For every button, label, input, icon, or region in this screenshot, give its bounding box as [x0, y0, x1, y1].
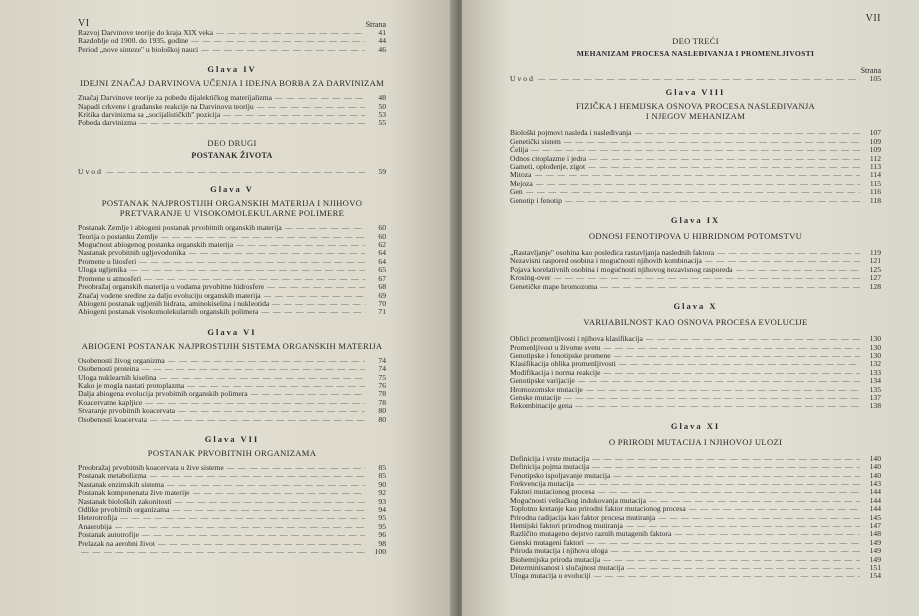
dot-leader — [267, 283, 365, 291]
toc-entry — [510, 138, 881, 146]
toc-entry — [78, 548, 386, 556]
toc-entry-page: 140 — [869, 470, 881, 480]
chapter-viii-title-2: I NJEGOV MEHANIZAM — [645, 111, 746, 122]
toc-entry-page: 69 — [378, 290, 386, 300]
left-page — [0, 0, 456, 616]
toc-entry-page: 118 — [869, 195, 881, 205]
toc-entry-title: Hromozomske mutacije — [510, 384, 583, 394]
toc-entry-title: Prelazak na aerobni život — [78, 538, 155, 548]
toc-entry-page: 114 — [869, 170, 881, 180]
toc-entry-title: Postanak autotrofije — [78, 530, 139, 540]
toc-entry-title: Genotipske varijacije — [510, 376, 575, 386]
dot-leader — [168, 357, 365, 365]
toc-entry-page: 147 — [869, 521, 881, 530]
toc-entry-page: 64 — [378, 248, 386, 258]
chapter-iv-title: IDEJNI ZNAČAJ DARVINOVA UČENJA I IDEJNA BORBA ZA DARVINIZAM — [79, 78, 385, 89]
toc-entry-page: 95 — [378, 513, 386, 523]
dot-leader — [589, 155, 860, 163]
toc-entry-page: 100 — [374, 547, 386, 557]
toc-entry-title: Kritika darvinizma sa „socijalističkih" pozicija — [78, 110, 221, 120]
dot-leader — [603, 556, 860, 564]
toc-entry-page: 76 — [378, 380, 386, 390]
toc-entry-page: 94 — [378, 505, 386, 514]
left-top-list — [78, 29, 386, 54]
toc-entry-page: 140 — [869, 462, 881, 472]
toc-entry-page: 48 — [378, 93, 386, 103]
chapter-x-label: Glava X — [673, 301, 718, 312]
chapter-vi-label: Glava VI — [207, 326, 257, 337]
toc-entry-title: Teorija o postanku Zemlje — [78, 231, 158, 241]
toc-entry-page: 144 — [869, 495, 881, 505]
toc-entry-page: 116 — [869, 187, 881, 197]
dot-leader — [142, 531, 365, 539]
toc-entry-title: Frekvencija mutacija — [510, 478, 574, 488]
toc-entry-title: Napadi crkvene i građanske reakcije na Darvinovu teoriju — [78, 101, 254, 111]
dot-leader — [614, 352, 860, 360]
toc-entry-page: 68 — [378, 282, 386, 292]
toc-entry-title: Promene u litosferi — [78, 256, 137, 266]
toc-entry-title: Modifikacija i norma reakcije — [510, 367, 601, 377]
toc-entry-page: 78 — [378, 389, 386, 399]
toc-entry — [510, 386, 881, 394]
chapter-ix-title: ODNOSI FENOTIPOVA U HIBRIDNOM POTOMSTVU — [588, 231, 803, 242]
dot-leader — [564, 394, 860, 402]
toc-entry-title: Pojava korelativnih osobina i mogućnosti njihovog nezavisnog rasporeda — [510, 264, 733, 274]
dot-leader — [191, 37, 365, 45]
chapter-iv-label: Glava IV — [207, 64, 257, 75]
toc-entry-page: 113 — [869, 162, 881, 172]
dot-leader — [261, 308, 365, 316]
dot-leader — [223, 111, 365, 119]
toc-entry-page: 60 — [378, 231, 386, 241]
dot-leader — [251, 390, 365, 398]
toc-entry — [78, 506, 386, 514]
strana-label: Strana — [860, 66, 881, 75]
chapter-v-list — [78, 224, 386, 316]
dot-leader — [285, 224, 365, 232]
dot-leader — [613, 472, 860, 480]
toc-entry-page: 145 — [869, 512, 881, 522]
toc-entry-page: 64 — [378, 256, 386, 266]
toc-entry-page: 149 — [869, 554, 881, 564]
toc-entry — [78, 540, 386, 548]
toc-entry-page: 130 — [869, 342, 881, 352]
dot-leader — [586, 386, 860, 394]
chapter-xi-label: Glava XI — [670, 420, 721, 431]
toc-entry-page: 135 — [869, 384, 881, 394]
dot-leader — [189, 249, 365, 257]
toc-entry-page: 132 — [869, 359, 881, 369]
toc-entry-title: Period „nove sinteze" u biološkoj nauci — [78, 44, 199, 54]
dot-leader — [603, 344, 860, 352]
toc-entry-page: 148 — [869, 529, 881, 539]
toc-entry-page: 138 — [869, 401, 881, 411]
toc-entry-title: Mogućnosti veštačkog indukovanja mutacija — [510, 495, 647, 505]
toc-entry-title: Abiogeni postanak visokomolekularnih organskih polimera — [78, 307, 259, 317]
left-header — [78, 0, 386, 29]
toc-entry-page: 115 — [869, 178, 881, 188]
toc-entry-page: 140 — [869, 453, 881, 463]
intro-entry: Uvod — — — 105 — [510, 75, 881, 83]
chapter-vii-list — [78, 464, 386, 556]
toc-entry — [78, 416, 386, 424]
toc-entry-page: 133 — [869, 367, 881, 377]
toc-entry-title: Gameti, oplođenje, zigot — [510, 162, 586, 172]
toc-entry-page: 41 — [378, 28, 386, 37]
toc-entry-page: 137 — [869, 392, 881, 402]
dot-leader — [81, 548, 365, 556]
toc-entry-title: Gen — [510, 187, 523, 197]
toc-entry-page: 85 — [378, 462, 386, 472]
toc-entry-page: 80 — [378, 414, 386, 424]
toc-entry-title: Krosing-over — [510, 273, 551, 283]
toc-entry-title: Različito mutageno dejstvo raznih mutagenih faktora — [510, 529, 672, 539]
dot-leader — [130, 266, 365, 274]
toc-entry-page: 119 — [869, 248, 881, 258]
toc-entry — [78, 119, 386, 127]
dot-leader — [159, 374, 365, 382]
toc-entry-title: Uloga mutacija u evoluciji — [510, 571, 591, 581]
right-header — [510, 0, 881, 26]
dot-leader — [564, 138, 860, 146]
dot-leader — [142, 365, 365, 373]
toc-entry-title: Biohemijska priroda mutacija — [510, 554, 601, 564]
toc-entry-page: 144 — [869, 504, 881, 514]
toc-entry-title: Odnos citoplazme i jedra — [510, 153, 587, 163]
toc-entry-page: 125 — [869, 264, 881, 274]
dot-leader — [592, 455, 860, 463]
toc-entry — [510, 163, 881, 171]
toc-entry-page: 78 — [378, 397, 386, 407]
toc-entry — [510, 129, 881, 137]
chapter-v-title-1: POSTANAK NAJPROSTIJIH ORGANSKIH MATERIJA I NJIHOVO — [101, 198, 363, 209]
dot-leader — [172, 506, 365, 514]
toc-entry-page: 74 — [378, 364, 386, 374]
dot-leader — [236, 241, 365, 249]
dot-leader — [139, 258, 365, 266]
toc-entry-title: Stvaranje prvobitnih koacervata — [78, 406, 175, 416]
toc-entry-title: Značaj Darvinove teorije za pobedu dijalektičkog materijalizma — [78, 93, 272, 103]
toc-entry-title: Koacervatne kapljice — [78, 397, 143, 407]
dot-leader — [565, 197, 860, 205]
toc-entry-title: Nezavisni raspored osobina i mogućnosti njihovih kombinacija — [510, 256, 702, 266]
toc-entry-title: Odlike prvobitnih organizama — [78, 505, 170, 514]
dot-leader — [275, 94, 365, 102]
toc-entry-page: 60 — [378, 223, 386, 233]
toc-entry-page: 107 — [869, 128, 881, 138]
chapter-ix-list — [510, 249, 881, 291]
toc-entry-page: 144 — [869, 487, 881, 497]
part-three-title: MEHANIZAM PROCESA NASLEĐIVANJA I PROMENLJIVOSTI — [576, 49, 815, 58]
toc-entry-title: Razdoblje od 1900. do 1935. godine — [78, 36, 189, 46]
toc-entry — [510, 188, 881, 196]
chapter-viii-list — [510, 129, 881, 205]
toc-entry-page: 130 — [869, 334, 881, 344]
dot-leader — [120, 514, 365, 522]
dot-leader — [227, 464, 365, 472]
toc-entry-page: 93 — [378, 496, 386, 506]
dot-leader — [115, 523, 365, 531]
toc-entry-page: 112 — [869, 153, 881, 163]
dot-leader — [158, 540, 365, 548]
toc-entry-title: Genotipske i fenotipske promene — [510, 350, 611, 360]
toc-entry-title: Pobeda darvinizma — [78, 118, 137, 128]
toc-entry-title: Preobražaj prvobitnih koacervata u žive sisteme — [78, 462, 224, 472]
toc-entry-title: Mejoza — [510, 178, 533, 188]
toc-entry-page: 71 — [378, 307, 386, 317]
toc-entry-title: Uloga ugljenika — [78, 265, 127, 275]
toc-entry-page: 98 — [378, 538, 386, 548]
toc-entry-page: 128 — [869, 281, 881, 291]
page-number: VII — [865, 13, 881, 24]
dot-leader — [592, 463, 860, 471]
toc-entry-page: 55 — [378, 118, 386, 128]
chapter-v-label: Glava V — [210, 184, 254, 195]
toc-entry-title: Preobražaj organskih materija u vodama prvobitne hidrosfere — [78, 282, 265, 292]
dot-leader — [578, 377, 860, 385]
toc-entry-page: 109 — [869, 136, 881, 146]
toc-entry-title: Genski mutageni faktori — [510, 537, 584, 547]
toc-entry-title: Abiogeni postanak ugljenih hidrata, aminokiselina i nukleotida — [78, 298, 270, 308]
toc-entry-title: Determinisanost i slučajnost mutacija — [510, 563, 625, 573]
toc-entry-title: Priroda mutacija i njihova uloga — [510, 546, 608, 556]
toc-entry-page: 92 — [378, 488, 386, 498]
part-three-label: DEO TREĆI — [672, 36, 719, 46]
toc-entry-title: Nastanak enzimskih sistema — [78, 479, 165, 489]
toc-entry-title: Rekombinacije gena — [510, 401, 573, 411]
toc-entry-page: 154 — [869, 571, 881, 581]
toc-entry-page: 95 — [378, 521, 386, 531]
strana-label: Strana — [365, 20, 386, 29]
dot-leader — [600, 283, 860, 291]
dot-leader — [674, 530, 860, 538]
dot-leader — [167, 481, 365, 489]
toc-entry-title: Genetičke mape hromozoma — [510, 281, 598, 291]
dot-leader — [594, 572, 860, 580]
toc-entry-title: Heterotrofija — [78, 513, 118, 523]
toc-entry — [510, 572, 881, 580]
dot-leader — [634, 129, 860, 137]
dot-leader — [575, 402, 860, 410]
toc-entry-page: 143 — [869, 478, 881, 488]
toc-entry — [510, 283, 881, 291]
toc-entry-title: Kako je mogla nastati protoplazma — [78, 380, 185, 390]
toc-entry-page: 70 — [378, 298, 386, 308]
toc-entry-title: Osobenosti proteina — [78, 364, 139, 374]
toc-entry-page: 65 — [378, 265, 386, 275]
chapter-vii-label: Glava VII — [204, 433, 260, 444]
toc-entry-title: Oblici promenljivosti i njihova klasifikacija — [510, 334, 643, 344]
toc-entry-title: „Rastavljanje" osobina kao posledica rastavljanja naslednih faktora — [510, 248, 715, 258]
chapter-iv-list — [78, 94, 386, 128]
toc-entry-title: Hemijski faktori prirodnog mutiranja — [510, 521, 623, 530]
toc-entry — [78, 514, 386, 522]
dot-leader — [611, 547, 860, 555]
chapter-vi-list — [78, 357, 386, 424]
toc-entry-title: Fenotipsko ispoljavanje mutacija — [510, 470, 611, 480]
toc-entry-title: Klasifikacija oblika promenljivosti — [510, 359, 616, 369]
toc-entry-title: Postanak Zemlje i abiogeni postanak prvobitnih organskih materija — [78, 223, 282, 233]
toc-entry-page: 151 — [869, 563, 881, 573]
toc-entry-title: Razvoj Darvinove teorije do kraja XIX veka — [78, 28, 213, 37]
toc-entry-page: 53 — [378, 110, 386, 120]
chapter-viii-title-1: FIZIČKA I HEMIJSKA OSNOVA PROCESA NASLEĐIVANJA — [575, 101, 816, 112]
toc-entry-title: Promenljivost u živome svetu — [510, 342, 601, 352]
toc-entry-title: Ćelija — [510, 145, 529, 155]
toc-entry-title: Uloga nuklearnih kiselina — [78, 372, 157, 382]
toc-entry-page: 121 — [869, 256, 881, 266]
dot-leader — [588, 163, 860, 171]
toc-entry-title: Prirodna radijacija kao faktor procesa mutiranja — [510, 512, 656, 522]
toc-entry-title: Osobenosti koacervata — [78, 414, 147, 424]
toc-entry-page: 127 — [869, 273, 881, 283]
toc-entry-title: Postanak metabolizma — [78, 471, 147, 481]
chapter-xi-list — [510, 455, 881, 581]
toc-entry-page: 50 — [378, 101, 386, 111]
toc-entry-title: Toplotno kretanje kao prirodni faktor mutacionog procesa — [510, 504, 686, 514]
dot-leader — [646, 335, 860, 343]
toc-entry-page: 90 — [378, 479, 386, 489]
dot-leader — [150, 472, 365, 480]
toc-entry-title: Osobenosti živog organizma — [78, 355, 165, 365]
intro-entry: Uvod — — — 59 — [78, 168, 386, 176]
toc-entry-page: 85 — [378, 471, 386, 481]
toc-entry-page: 149 — [869, 537, 881, 547]
dot-leader — [627, 564, 860, 572]
page-number: VI — [78, 18, 90, 29]
toc-entry-title: Dalja abiogena evolucija prvobitnih organskih polimera — [78, 389, 248, 399]
dot-leader — [193, 489, 365, 497]
part-two-title: POSTANAK ŽIVOTA — [191, 150, 273, 160]
dot-leader — [577, 480, 860, 488]
toc-entry — [510, 197, 881, 205]
dot-leader — [175, 498, 365, 506]
dot-leader — [587, 539, 860, 547]
dot-leader — [150, 416, 365, 424]
toc-entry-title: Promene u atmosferi — [78, 273, 142, 283]
dot-leader — [658, 514, 860, 522]
toc-entry-title: Definicija pojma mutacija — [510, 462, 590, 472]
toc-entry-title: Mogućnost abiogenog postanka organskih materija — [78, 240, 234, 250]
toc-entry-title: Postanak komponenata žive materije — [78, 488, 190, 498]
toc-entry — [510, 171, 881, 179]
dot-leader — [145, 399, 365, 407]
dot-leader — [257, 103, 365, 111]
toc-entry-page: 62 — [378, 240, 386, 250]
toc-entry — [78, 308, 386, 316]
chapter-x-list — [510, 335, 881, 411]
toc-entry-page: 44 — [378, 36, 386, 46]
toc-entry-page: 96 — [378, 530, 386, 540]
chapter-xi-title: O PRIRODI MUTACIJA I NJIHOVOJ ULOZI — [608, 436, 783, 447]
dot-leader — [535, 171, 860, 179]
toc-entry-page: 130 — [869, 350, 881, 360]
toc-entry-title: Mitoza — [510, 170, 532, 180]
toc-entry — [510, 180, 881, 188]
chapter-v-title-2: PRETVARANJE U VISOKOMOLEKULARNE POLIMERE — [119, 208, 345, 219]
toc-entry — [510, 402, 881, 410]
toc-entry-page: 149 — [869, 546, 881, 556]
part-two-label: DEO DRUGI — [207, 137, 257, 148]
toc-entry-title: Biološki pojmovi nasleđa i nasleđivanja — [510, 128, 632, 138]
toc-entry-title: Nastanak bioloških zakonitosti — [78, 496, 172, 506]
toc-entry-title: Anaerobija — [78, 521, 112, 531]
dot-leader — [736, 266, 861, 274]
toc-entry-page: 74 — [378, 355, 386, 365]
toc-entry — [78, 46, 386, 54]
dot-leader — [554, 274, 861, 282]
dot-leader — [526, 188, 860, 196]
dot-leader — [201, 46, 365, 54]
dot-leader — [272, 300, 365, 308]
toc-entry-title: Definicija i vrste mutacija — [510, 453, 590, 463]
toc-entry-title: Genotip i fenotip — [510, 195, 562, 205]
toc-entry-title: Značaj vodene sredine za dalju evoluciju organskih materija — [78, 290, 261, 300]
dot-leader — [689, 505, 860, 513]
toc-entry-title: Genetički sistem — [510, 136, 561, 146]
dot-leader — [717, 249, 860, 257]
toc-entry-page: 109 — [869, 145, 881, 155]
chapter-viii-label: Glava VIII — [665, 87, 726, 98]
chapter-vi-title: ABIOGENI POSTANAK NAJPROSTIJIH SISTEMA ORGANSKIH MATERIJA — [81, 340, 383, 351]
toc-entry-title: Faktori mutacionog procesa — [510, 487, 595, 497]
chapter-ix-label: Glava IX — [670, 215, 721, 226]
chapter-vii-title: POSTANAK PRVOBITNIH ORGANIZAMA — [147, 447, 317, 458]
toc-entry-page: 80 — [378, 406, 386, 416]
dot-leader — [619, 360, 860, 368]
toc-entry-page: 46 — [378, 44, 386, 54]
dot-leader — [178, 407, 365, 415]
toc-entry-page: 134 — [869, 376, 881, 386]
toc-entry-page: 67 — [378, 273, 386, 283]
toc-entry-title: Genske mutacije — [510, 392, 561, 402]
toc-entry-title: Nastanak prvobitnih ugljovodonika — [78, 248, 186, 258]
dot-leader — [536, 180, 860, 188]
toc-entry-page: 75 — [378, 372, 386, 382]
toc-entry — [510, 266, 881, 274]
dot-leader — [139, 119, 365, 127]
dot-leader — [603, 369, 860, 377]
chapter-x-title: VARIJABILNOST KAO OSNOVA PROCESA EVOLUCIJE — [583, 317, 808, 328]
dot-leader — [216, 29, 365, 37]
dot-leader — [264, 292, 365, 300]
right-page — [462, 0, 919, 616]
